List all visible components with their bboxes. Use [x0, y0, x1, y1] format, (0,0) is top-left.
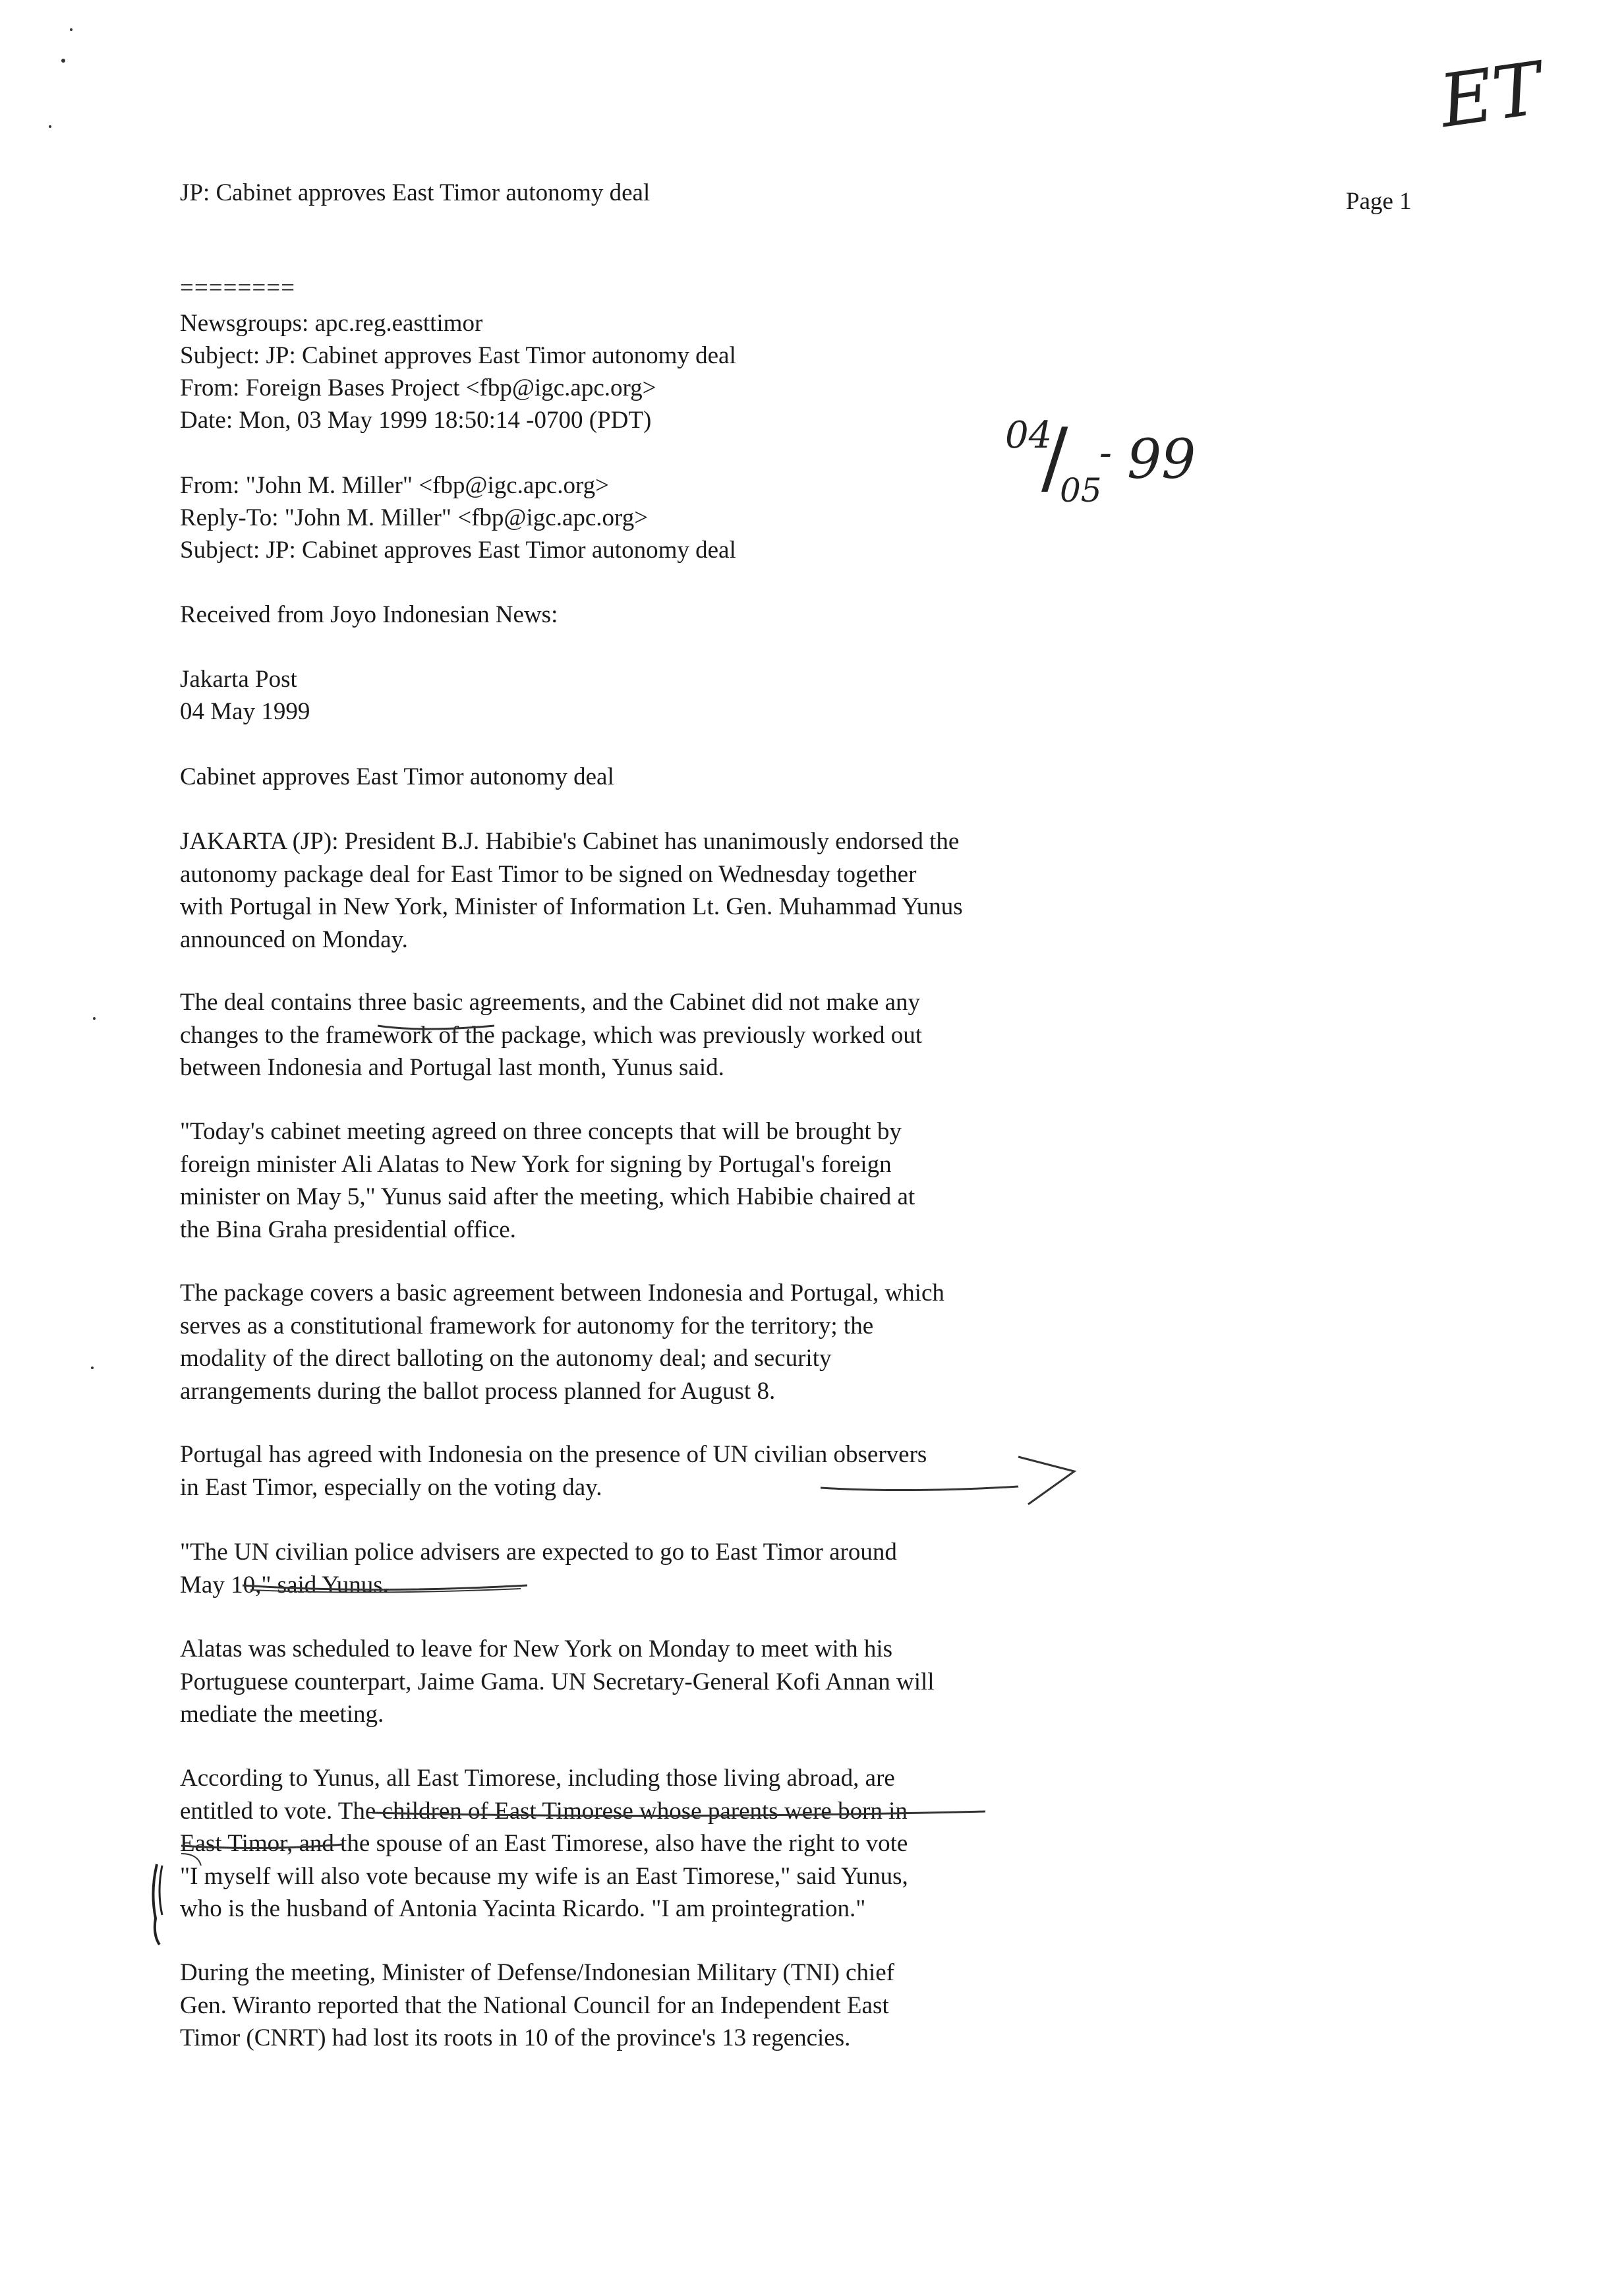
document-title: JP: Cabinet approves East Timor autonomy deal: [180, 179, 651, 206]
received-line: Received from Joyo Indonesian News:: [180, 601, 558, 628]
margin-bracket: [153, 1864, 160, 1945]
article-paragraph: According to Yunus, all East Timorese, including those living abroad, are entitled to vote. The children of East Timorese whose parents were born in East Timor, and the spouse of an East Timorese, also have the right to vote "I myself will also vote because my wife is an East Timorese," said Yunus, who is the husband of Antonia Yacinta Ricardo. "I am prointegration.": [180, 1765, 908, 1922]
handwritten-date-slash: /: [1041, 412, 1068, 504]
margin-bracket-inner: [160, 1866, 162, 1915]
ink-speck: [49, 125, 51, 128]
handwritten-date-year: 99: [1127, 428, 1196, 491]
underline-police-advisers: [243, 1585, 527, 1590]
ink-speck: [91, 1367, 94, 1369]
article-paragraph: Portugal has agreed with Indonesia on the presence of UN civilian observers in East Timor, especially on the voting day.: [180, 1441, 927, 1501]
underline-entitled-to-vote: [181, 1844, 343, 1848]
ink-speck: [93, 1017, 96, 1020]
handwritten-date-day: 04: [1005, 414, 1053, 457]
page-number: Page 1: [1346, 188, 1412, 215]
handwritten-corner-mark: ET: [1434, 45, 1547, 144]
handwritten-date-dash: -: [1099, 432, 1112, 475]
handwritten-date-month: 05: [1060, 471, 1102, 510]
subject-line-2: Subject: JP: Cabinet approves East Timor autonomy deal: [180, 537, 736, 564]
date-line: Date: Mon, 03 May 1999 18:50:14 -0700 (PDT): [180, 407, 652, 434]
article-paragraph: Alatas was scheduled to leave for New York on Monday to meet with his Portuguese counterpart, Jaime Gama. UN Secretary-General Kofi Annan will mediate the meeting.: [180, 1635, 935, 1728]
source-date: 04 May 1999: [180, 698, 310, 725]
ink-speck: [61, 59, 65, 63]
newsgroups-line: Newsgroups: apc.reg.easttimor: [180, 310, 483, 337]
underline-three-basic: [378, 1026, 494, 1029]
article-paragraph: JAKARTA (JP): President B.J. Habibie's Cabinet has unanimously endorsed the autonomy package deal for East Timor to be signed on Wednesday together with Portugal in New York, Minister of Information Lt. Gen. Muhammad Yunus announced on Monday.: [180, 828, 963, 953]
source-name: Jakarta Post: [180, 666, 297, 693]
arrow-annotation: [1018, 1457, 1074, 1504]
from-line: From: Foreign Bases Project <fbp@igc.apc.org>: [180, 374, 656, 401]
reply-to-line: Reply-To: "John M. Miller" <fbp@igc.apc.org>: [180, 504, 649, 531]
underline-tail: [181, 1854, 201, 1866]
article-paragraph: During the meeting, Minister of Defense/Indonesian Military (TNI) chief Gen. Wiranto reported that the National Council for an Independent East Timor (CNRT) had lost its roots in 10 of the province's 13 regencies.: [180, 1959, 894, 2051]
article-paragraph: "The UN civilian police advisers are expected to go to East Timor around May 10," said Yunus.: [180, 1539, 897, 1599]
ink-speck: [70, 28, 72, 31]
article-paragraph: The package covers a basic agreement between Indonesia and Portugal, which serves as a constitutional framework for autonomy for the territory; the modality of the direct balloting on the autonomy deal; and security arrangements during the ballot process planned for August 8.: [180, 1279, 944, 1405]
header-separator: ========: [180, 274, 295, 301]
underline-all-east-timorese: [372, 1811, 985, 1816]
article-paragraph: The deal contains three basic agreements, and the Cabinet did not make any changes to the framework of the package, which was previously worked out between Indonesia and Portugal last month, Yunus said.: [180, 989, 923, 1081]
underline-civilian-observers: [821, 1486, 1018, 1490]
from-line-2: From: "John M. Miller" <fbp@igc.apc.org>: [180, 472, 610, 499]
subject-line: Subject: JP: Cabinet approves East Timor autonomy deal: [180, 342, 736, 369]
article-headline: Cabinet approves East Timor autonomy deal: [180, 763, 614, 790]
article-paragraph: "Today's cabinet meeting agreed on three concepts that will be brought by foreign minister Ali Alatas to New York for signing by Portugal's foreign minister on May 5," Yunus said after the meeting, which Habibie chaired at the Bina Graha presidential office.: [180, 1118, 915, 1243]
